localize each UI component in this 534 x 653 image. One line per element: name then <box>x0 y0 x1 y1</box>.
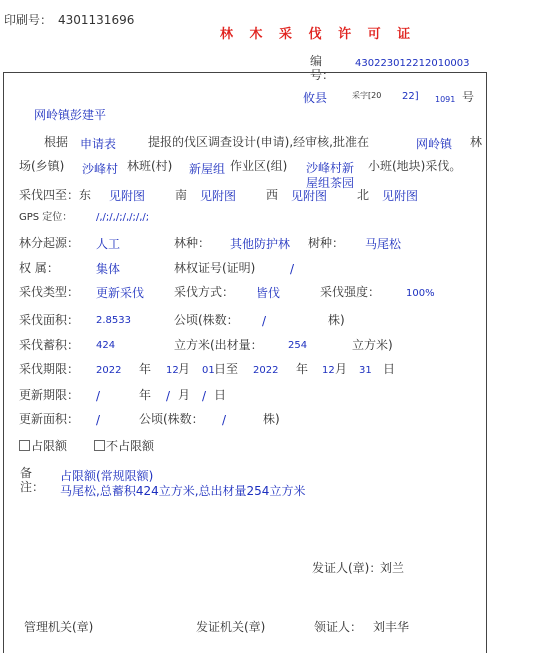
basis-town: 网岭镇 <box>416 137 453 151</box>
volume-value: 424 <box>96 340 116 351</box>
cut-intensity-label: 采伐强度： <box>320 285 381 299</box>
location-workzone-1: 沙峰村新 <box>306 161 355 175</box>
forest-type-label: 林种： <box>174 236 211 250</box>
renew-period-year: / <box>96 389 101 403</box>
serial-label-2: 号： <box>310 68 335 82</box>
ownership-label: 权 属： <box>19 261 59 275</box>
basis-text: 提报的伐区调查设计(申请),经审核,批准在 <box>148 135 369 149</box>
remarks-label-1: 备 <box>20 466 33 480</box>
ref-word: 采字[20 <box>352 91 382 100</box>
period-year-1: 2022 <box>96 365 122 376</box>
forest-type-value: 其他防护林 <box>230 237 291 251</box>
location-tail: 小班(地块)采伐。 <box>368 159 462 173</box>
location-chang-label: 场(乡镇) <box>19 159 65 173</box>
serial-label-1: 编 <box>310 54 323 68</box>
location-linban: 新屋组 <box>189 162 226 176</box>
renew-period-day: / <box>202 389 207 403</box>
period-day-2-unit: 日 <box>383 362 396 376</box>
location-workzone-2: 屋组茶园 <box>306 176 355 190</box>
renew-period-day-unit: 日 <box>214 388 227 402</box>
cert-value: / <box>290 262 295 276</box>
renew-period-year-unit: 年 <box>139 388 152 402</box>
quota-option-1-label: 占限额 <box>31 439 68 453</box>
bounds-south-label: 南 <box>175 188 188 202</box>
period-month-1: 12 <box>166 365 179 376</box>
gps-label: GPS 定位： <box>19 212 73 223</box>
basis-lin: 林 <box>470 135 483 149</box>
print-no-label: 印刷号： <box>4 13 53 27</box>
applicant: 网岭镇彭建平 <box>34 108 107 122</box>
issuer-value: 刘兰 <box>380 561 405 575</box>
basis-doc-type: 申请表 <box>80 137 117 151</box>
issuer-label: 发证人(章)： <box>312 561 382 575</box>
bounds-east: 见附图 <box>109 189 146 203</box>
footer-receiver: 刘丰华 <box>373 620 410 634</box>
period-month-2-unit: 月 <box>335 362 348 376</box>
area-unit-label: 公顷(株数： <box>174 313 239 327</box>
renew-area-count: / <box>222 413 227 427</box>
ref-county: 攸县 <box>303 91 328 105</box>
area-count: / <box>262 314 267 328</box>
ref-year: 22] <box>402 91 419 102</box>
cut-method-label: 采伐方式： <box>174 285 235 299</box>
renew-period-month-unit: 月 <box>178 388 191 402</box>
renew-period-month: / <box>166 389 171 403</box>
footer-authority: 管理机关(章) <box>24 620 94 634</box>
bounds-south: 见附图 <box>200 189 237 203</box>
bounds-west-label: 西 <box>266 188 279 202</box>
cut-type-label: 采伐类型： <box>19 285 80 299</box>
period-day-2: 31 <box>359 365 372 376</box>
cut-method-value: 皆伐 <box>256 286 281 300</box>
ref-num: 1091 <box>435 95 456 104</box>
cut-type-value: 更新采伐 <box>96 286 145 300</box>
volume-label: 采伐蓄积： <box>19 338 80 352</box>
period-day-to: 日至 <box>214 362 239 376</box>
period-label: 采伐期限： <box>19 362 80 376</box>
footer-issuing: 发证机关(章) <box>196 620 266 634</box>
origin-value: 人工 <box>96 237 121 251</box>
permit-title: 林 木 采 伐 许 可 证 <box>220 27 417 42</box>
quota-checkbox-2[interactable] <box>94 440 105 451</box>
ref-hao: 号 <box>462 90 475 104</box>
area-value: 2.8533 <box>96 315 131 326</box>
bounds-west: 见附图 <box>291 189 328 203</box>
cert-label: 林权证号(证明) <box>174 261 256 275</box>
origin-label: 林分起源： <box>19 236 80 250</box>
renew-area-unit-label: 公顷(株数： <box>139 412 204 426</box>
area-label: 采伐面积： <box>19 313 80 327</box>
location-linban-label: 林班(村) <box>127 159 173 173</box>
print-no-value: 4301131696 <box>58 13 135 27</box>
cut-intensity-value: 100% <box>406 288 435 299</box>
renew-area-unit-close: 株) <box>263 412 280 426</box>
period-month-1-unit: 月 <box>178 362 191 376</box>
bounds-north-label: 北 <box>357 188 370 202</box>
species-value: 马尾松 <box>365 237 402 251</box>
remarks-line-2: 马尾松,总蓄积424立方米,总出材量254立方米 <box>60 484 306 498</box>
serial-number: 430223012212010003 <box>355 58 470 69</box>
location-village: 沙峰村 <box>82 162 119 176</box>
area-unit-close: 株) <box>328 313 345 327</box>
period-day-1: 01 <box>202 365 215 376</box>
volume-out: 254 <box>288 340 308 351</box>
renew-area-label: 更新面积： <box>19 412 80 426</box>
remarks-line-1: 占限额(常规限额) <box>60 469 154 483</box>
footer-receiver-label: 领证人： <box>314 620 363 634</box>
basis-label: 根据 <box>44 135 69 149</box>
period-year-1-unit: 年 <box>139 362 152 376</box>
quota-option-2[interactable] <box>94 439 154 453</box>
volume-unit-label: 立方米(出材量： <box>174 338 263 352</box>
period-month-2: 12 <box>322 365 335 376</box>
gps-value: /,/;/,/;/,/;/,/; <box>96 212 150 223</box>
period-year-2-unit: 年 <box>296 362 309 376</box>
bounds-north: 见附图 <box>382 189 419 203</box>
quota-option-2-label: 不占限额 <box>106 439 155 453</box>
quota-option-1[interactable] <box>19 439 67 453</box>
renew-period-label: 更新期限： <box>19 388 80 402</box>
ownership-value: 集体 <box>96 262 121 276</box>
remarks-label-2: 注： <box>20 480 45 494</box>
species-label: 树种： <box>308 236 345 250</box>
period-year-2: 2022 <box>253 365 279 376</box>
location-workzone-label: 作业区(组) <box>230 159 288 173</box>
bounds-label: 采伐四至：东 <box>19 188 92 202</box>
quota-checkbox-1[interactable] <box>19 440 30 451</box>
volume-unit-close: 立方米) <box>352 338 393 352</box>
renew-area-value: / <box>96 413 101 427</box>
